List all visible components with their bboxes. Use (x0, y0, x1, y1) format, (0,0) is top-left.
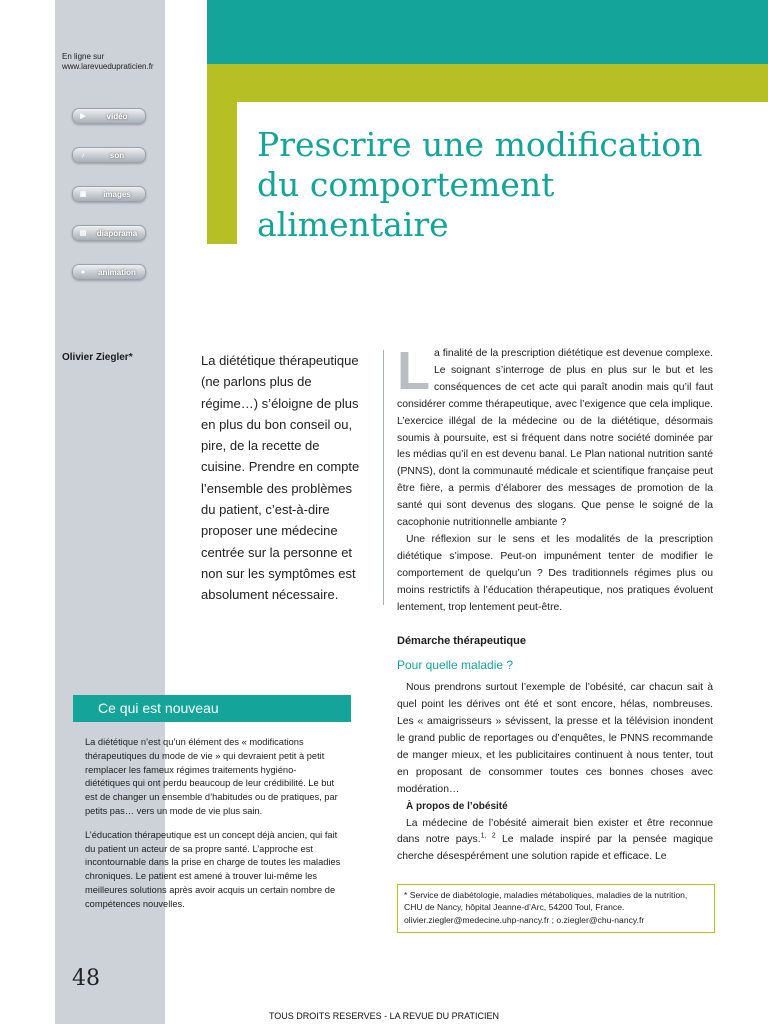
drop-cap: L (397, 341, 430, 401)
affiliation-footnote (397, 884, 715, 933)
header-lime-band (207, 64, 768, 102)
images-button[interactable] (72, 186, 146, 202)
video-label: vidéo (106, 111, 128, 121)
new-box-paragraph-2: L’éducation thérapeutique est un concept déjà ancien, qui fait du patient un acteur de sa propre santé. L’approche est incontournable dans la prise en charge de toutes les maladies chroniques. Le patient est amené à trouver lui-même les meilleures solutions après avoir acquis un certain nombre de compétences nouvelles. (85, 829, 341, 909)
sound-label: son (109, 150, 125, 160)
body-paragraph-1-text: a finalité de la prescription diététique est devenue complexe. Le soignant s’interroge de plus en plus sur le but et les conséquences de cet acte qui paraît anodin mais qu’il faut considérer comme thérapeutique, avec l’exigence que cela implique. L’exercice illégal de la médecine ou de la diététique, désormais soumis à poursuite, est si fréquent dans notre société dominée par les médias qu’il en est devenu banal. Le Plan national nutrition santé (PNNS), dont la communauté médicale et scientifique française peut être fière, a permis d’élaborer des messages de promotion de la santé qui sont devenus des slogans. Que pense le soigné de la cacophonie nutritionnelle ambiante ? (397, 348, 713, 529)
media-buttons (72, 108, 146, 303)
slideshow-icon: ▤ (79, 230, 87, 237)
image-icon: ▣ (79, 191, 87, 198)
subsection-heading: Pour quelle maladie ? (397, 658, 514, 673)
video-button[interactable] (72, 108, 146, 124)
page-number: 48 (72, 966, 100, 991)
images-label: images (103, 189, 131, 199)
new-box-title: Ce qui est nouveau (73, 695, 351, 722)
article-abstract: La diététique thérapeutique (ne parlons plus de régime…) s’éloigne de plus en plus du bon conseil ou, pire, de la recette de cuisine. Prendre en compte l’ensemble des problèmes du patient, c’est-à-dire proposer une médecine centrée sur la personne et non sur les symptômes est absolument nécessaire. (201, 353, 360, 603)
body-paragraph-4-end: Le malade inspiré par la pensée magique cherche désespérément une solution rapide et efficace. Le (397, 834, 713, 863)
animation-button[interactable] (72, 264, 146, 280)
header-lime-bar (207, 64, 237, 244)
body-paragraph-4 (397, 816, 713, 867)
animation-label: animation (98, 267, 136, 277)
new-box-body (85, 736, 341, 922)
copyright-notice: TOUS DROITS RESERVES - LA REVUE DU PRATICIEN (268, 1011, 500, 1021)
column-divider (383, 350, 384, 605)
body-paragraph-4-start: La médecine de l’obésité aimerait bien exister et être reconnue dans notre pays. (397, 817, 713, 846)
body-paragraph-3: Nous prendrons surtout l’exemple de l’obésité, car chacun sait à quel point les dérives ont été et sont encore, hélas, nombreuses. Les « amaigrisseurs » sévissent, la presse et la télévision inondent le grand public de reportages ou d’enquêtes, le PNNS recommande de manger mieux, et les publicitaires continuent à nous tenter, tout en proposant de consommer toutes ces bonnes choses avec modération… (397, 682, 713, 795)
slideshow-button[interactable] (72, 225, 146, 241)
author-name: Olivier Ziegler* (62, 352, 133, 363)
article-title: Prescrire une modification du comportement alimentaire (257, 125, 703, 244)
section-heading: Démarche thérapeutique (397, 634, 526, 647)
subsubsection-heading: À propos de l’obésité (406, 800, 508, 812)
online-notice (62, 52, 154, 72)
website-link[interactable]: www.larevuedupraticien.fr (62, 62, 154, 71)
animation-icon: ● (80, 268, 86, 276)
article-body (397, 341, 713, 866)
header-teal-band (207, 0, 768, 64)
sound-button[interactable] (72, 147, 146, 163)
new-box-paragraph-1: La diététique n’est qu’un élément des « modifications thérapeutiques du mode de vie » qui devraient petit à petit remplacer les fameux régimes traitements hygiéno-diététiques qui ont perdu beaucoup de leur crédibilité. Le but est de changer un ensemble d’habitudes ou de pratiques, par petits pas… vers un mode de vie plus sain. (85, 737, 338, 816)
online-label: En ligne sur (62, 52, 105, 61)
reference-superscript[interactable]: 1, 2 (480, 833, 496, 840)
body-paragraph-1 (397, 341, 713, 532)
slideshow-label: diaporama (96, 228, 138, 238)
sound-icon: ♪ (81, 151, 85, 159)
contact-emails[interactable]: olivier.ziegler@medecine.uhp-nancy.fr ; o.ziegler@chu-nancy.fr (404, 914, 645, 925)
body-paragraph-2: Une réflexion sur le sens et les modalités de la prescription diététique s’impose. Peut-on impunément tenter de modifier le comportement de quelqu’un ? Des traditionnels régimes plus ou moins restrictifs à l’éducation thérapeutique, nos pratiques évoluent lentement, trop lentement peut-être. (397, 533, 713, 613)
affiliation-text: * Service de diabétologie, maladies métaboliques, maladies de la nutrition, CHU de Nancy, hôpital Jeanne-d’Arc, 54200 Toul, France. (404, 890, 688, 913)
video-icon: ▶ (80, 113, 86, 120)
